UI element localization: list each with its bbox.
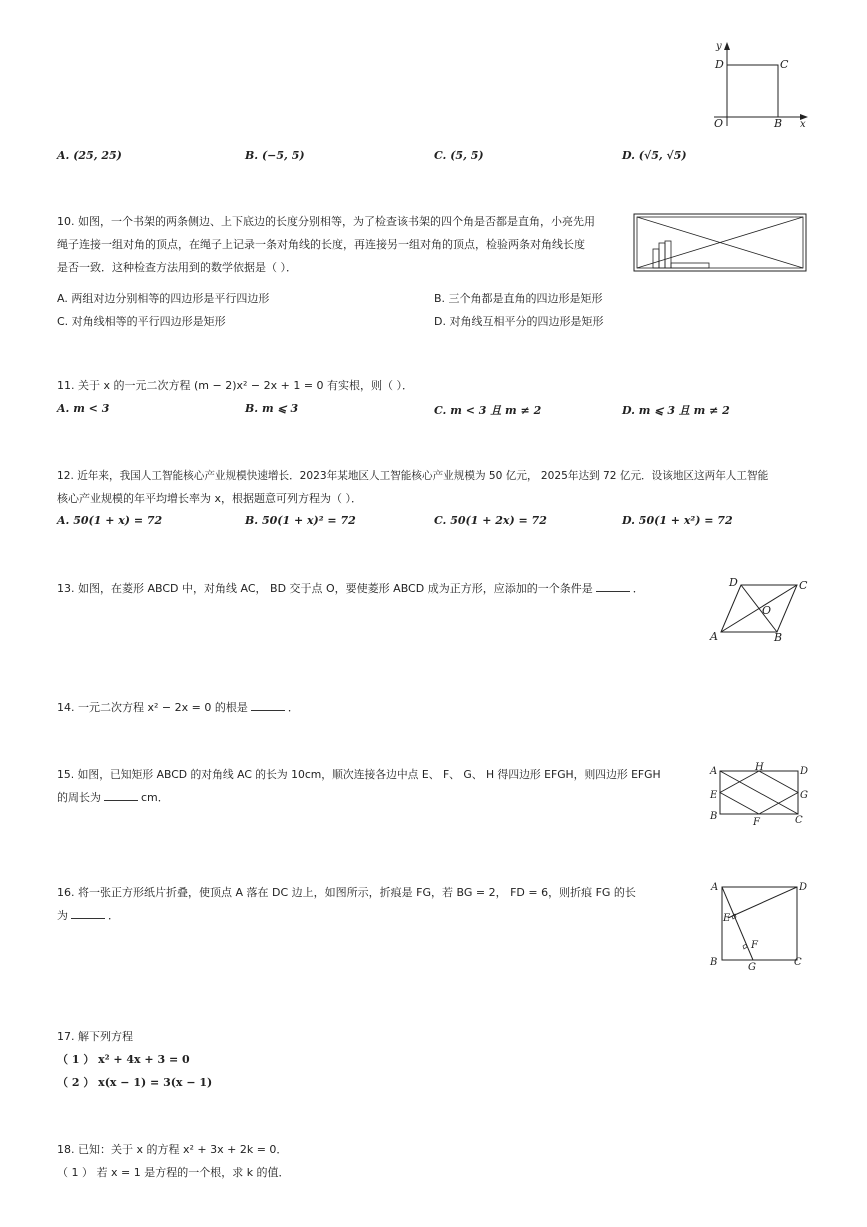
q10-text-line-3: 是否一致．这种检查方法用到的数学依据是（ ）． — [57, 261, 297, 274]
q15-label-a: A — [710, 766, 718, 777]
q13-label-a: A — [710, 630, 718, 643]
q16-label-b: B — [710, 957, 718, 968]
q17-item-1: （ 1 ） x² + 4x + 3 = 0 — [57, 1053, 190, 1066]
q9-option-c: C. (5, 5) — [434, 149, 484, 162]
q9-option-d: D. (√5, √5) — [622, 149, 687, 162]
q17-item-2: （ 2 ） x(x − 1) = 3(x − 1) — [57, 1076, 213, 1089]
q9-label-b: B — [774, 117, 783, 130]
q13-rhombus-figure — [705, 575, 810, 645]
q12-option-d: D. 50(1 + x²) = 72 — [622, 514, 733, 527]
q15-text-line-1: 15. 如图，已知矩形 ABCD 的对角线 AC 的长为 10cm，顺次连接各边中点 E、 F、 G、 H 得四边形 EFGH，则四边形 EFGH — [57, 768, 661, 781]
q15-label-g: G — [800, 790, 808, 801]
q12-text-line-2: 核心产业规模的年平均增长率为 x，根据题意可列方程为（ ）． — [57, 492, 363, 505]
q16-label-g: G — [748, 962, 756, 973]
q13-label-o: O — [762, 604, 772, 617]
q16-label-e: E — [723, 913, 731, 924]
q13-text: 13. 如图，在菱形 ABCD 中，对角线 AC， BD 交于点 O，要使菱形 ABCD 成为正方形，应添加的一个条件是 ． — [57, 582, 644, 595]
q16-label-a: A — [711, 882, 719, 893]
q9-option-b: B. (−5, 5) — [245, 149, 305, 162]
q10-text-line-2: 绳子连接一组对角的顶点，在绳子上记录一条对角线的长度，再连接另一组对角的顶点，检验两条对角线长度 — [57, 238, 585, 251]
q9-label-c: C — [780, 58, 789, 71]
q13-label-d: D — [729, 576, 738, 589]
q12-option-a: A. 50(1 + x) = 72 — [57, 514, 163, 527]
q14-text: 14. 一元二次方程 x² − 2x = 0 的根是 ． — [57, 701, 299, 714]
q14-answer-blank[interactable] — [251, 700, 285, 711]
q12-text-line-1: 12. 近年来，我国人工智能核心产业规模快速增长．2023年某地区人工智能核心产业规模为 50 亿元， 2025年达到 72 亿元．设该地区这两年人工智能 — [57, 470, 769, 482]
q9-option-a: A. (25, 25) — [57, 149, 122, 162]
q12-option-c: C. 50(1 + 2x) = 72 — [434, 514, 547, 527]
q9-label-o: O — [714, 117, 724, 130]
q15-text-line-2: 的周长为 cm． — [57, 791, 169, 804]
q15-label-c: C — [795, 815, 803, 826]
q10-bookshelf-figure — [633, 213, 808, 273]
q17-title: 17. 解下列方程 — [57, 1030, 133, 1043]
q15-rectangle-figure — [705, 761, 813, 829]
q18-title: 18. 已知：关于 x 的方程 x² + 3x + 2k = 0． — [57, 1143, 288, 1156]
q11-option-b: B. m ⩽ 3 — [245, 402, 299, 415]
q16-label-f: F — [751, 940, 758, 951]
q11-option-c: C. m < 3 且 m ≠ 2 — [434, 404, 542, 417]
q13-answer-blank[interactable] — [596, 581, 630, 592]
q12-option-b: B. 50(1 + x)² = 72 — [245, 514, 356, 527]
q11-option-d: D. m ⩽ 3 且 m ≠ 2 — [622, 404, 730, 417]
q10-option-d: D. 对角线互相平分的四边形是矩形 — [434, 315, 604, 328]
q15-label-d: D — [800, 766, 809, 777]
q16-folded-square-figure — [705, 878, 810, 973]
q16-text-line-2: 为 ． — [57, 909, 119, 922]
q10-option-b: B. 三个角都是直角的四边形是矩形 — [434, 292, 603, 305]
q9-label-d: D — [715, 58, 724, 71]
q13-label-b: B — [774, 631, 783, 644]
q10-option-a: A. 两组对边分别相等的四边形是平行四边形 — [57, 292, 270, 305]
q13-label-c: C — [799, 579, 808, 592]
q15-label-h: H — [755, 762, 764, 773]
q16-label-c: C — [794, 957, 802, 968]
q15-label-e: E — [710, 790, 718, 801]
q11-option-a: A. m < 3 — [57, 402, 110, 415]
q16-answer-blank[interactable] — [71, 908, 105, 919]
q10-text-line-1: 10. 如图，一个书架的两条侧边、上下底边的长度分别相等，为了检查该书架的四个角是否都是直角，小亮先用 — [57, 215, 595, 228]
q18-item-1: （ 1 ） 若 x = 1 是方程的一个根，求 k 的值． — [57, 1166, 290, 1179]
q10-option-c: C. 对角线相等的平行四边形是矩形 — [57, 315, 226, 328]
q11-text: 11. 关于 x 的一元二次方程 (m − 2)x² − 2x + 1 = 0 有实根，则（ ）． — [57, 379, 414, 392]
q15-answer-blank[interactable] — [104, 790, 138, 801]
q9-label-y: y — [716, 41, 722, 52]
q15-label-f: F — [753, 817, 760, 828]
q16-label-d: D — [799, 882, 808, 893]
q15-label-b: B — [710, 811, 718, 822]
q16-text-line-1: 16. 将一张正方形纸片折叠，使顶点 A 落在 DC 边上，如图所示，折痕是 FG，若 BG = 2， FD = 6，则折痕 FG 的长 — [57, 886, 636, 899]
q9-label-x: x — [800, 119, 806, 130]
q9-coordinate-figure — [700, 38, 815, 133]
